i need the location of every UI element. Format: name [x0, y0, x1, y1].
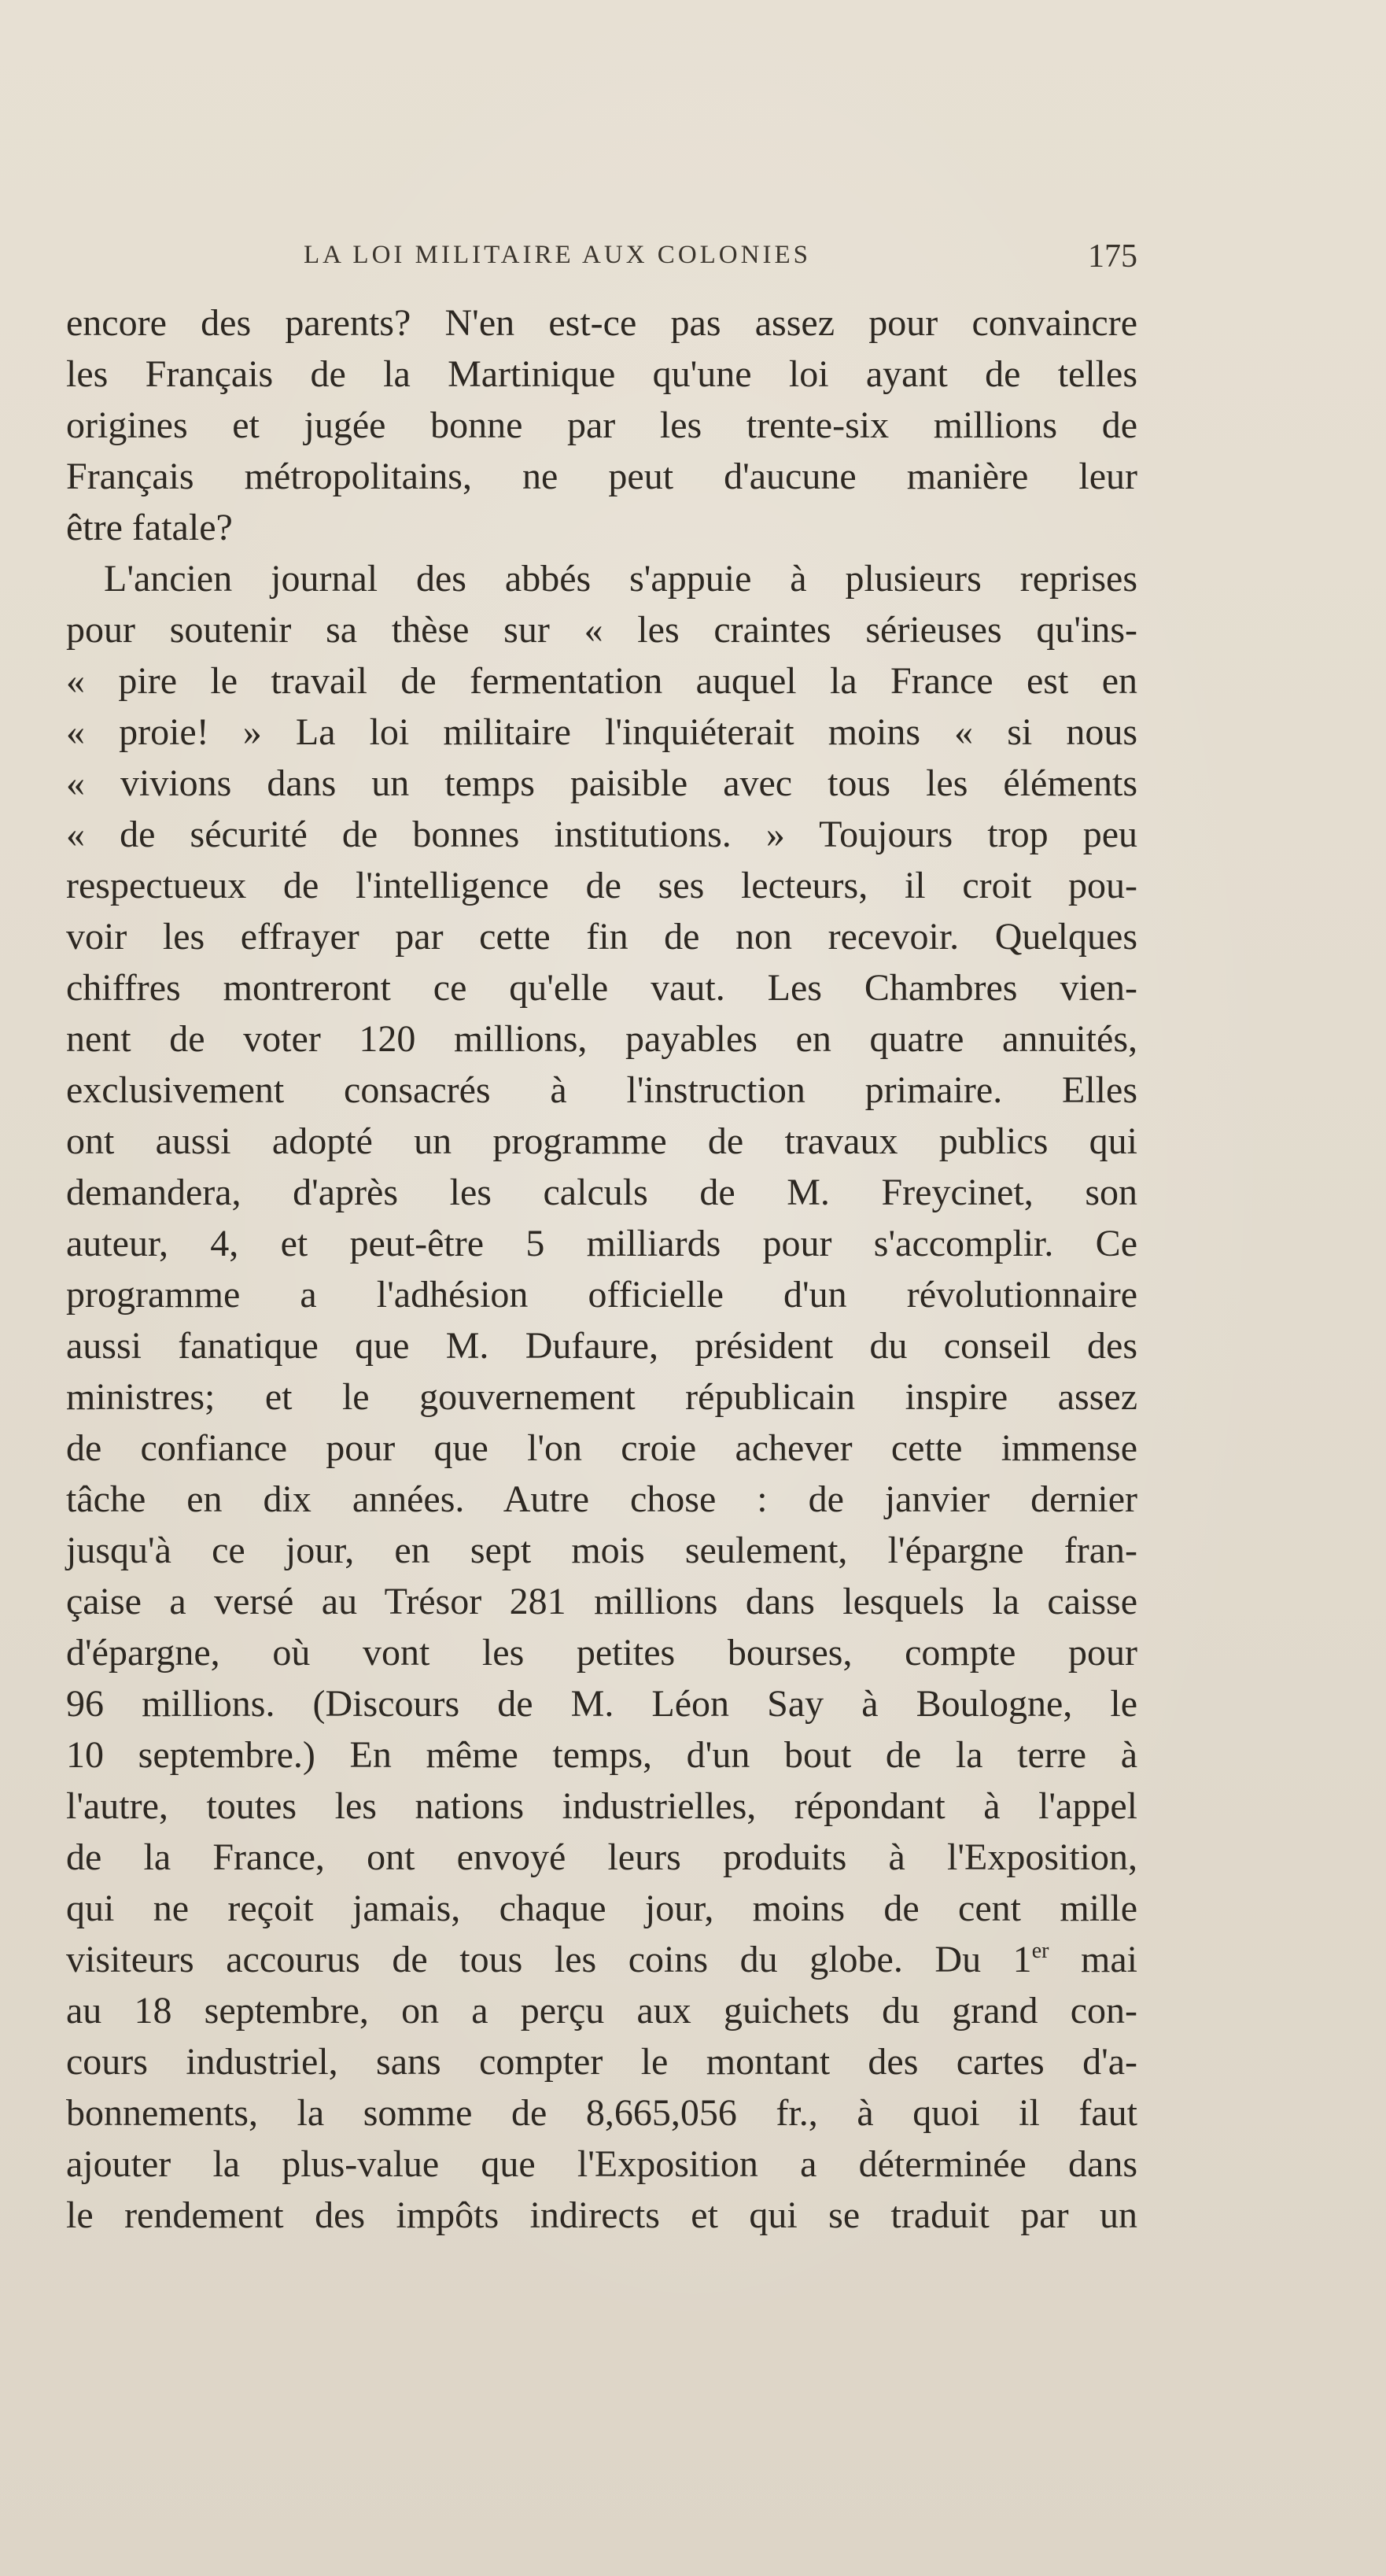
text-line: exclusivement consacrés à l'instruction primaire. Elles — [66, 1069, 1137, 1111]
line-text-before: visiteurs accourus de tous les coins du globe. Du 1 — [66, 1939, 1032, 1980]
text-line: le rendement des impôts indirects et qui se traduit par un — [66, 2194, 1137, 2236]
text-line: de la France, ont envoyé leurs produits à l'Exposition, — [66, 1836, 1137, 1878]
text-line-with-superscript — [66, 1934, 1137, 1985]
ordinal-superscript: er — [1031, 1939, 1049, 1963]
text-line: tâche en dix années. Autre chose : de janvier dernier — [66, 1478, 1137, 1520]
text-line: L'ancien journal des abbés s'appuie à plusieurs reprises — [104, 558, 1137, 600]
text-line: « de sécurité de bonnes institutions. » Toujours trop peu — [66, 814, 1137, 855]
text-line: « pire le travail de fermentation auquel la France est en — [66, 660, 1137, 702]
text-line: au 18 septembre, on a perçu aux guichets du grand con- — [66, 1990, 1137, 2032]
text-line: aussi fanatique que M. Dufaure, président du conseil des — [66, 1325, 1137, 1367]
text-line: origines et jugée bonne par les trente-six millions de — [66, 404, 1137, 446]
text-line: 96 millions. (Discours de M. Léon Say à Boulogne, le — [66, 1683, 1137, 1725]
text-line: demandera, d'après les calculs de M. Freycinet, son — [66, 1172, 1137, 1213]
text-line: Français métropolitains, ne peut d'aucune manière leur — [66, 456, 1137, 497]
text-line: jusqu'à ce jour, en sept mois seulement, l'épargne fran- — [66, 1530, 1137, 1571]
text-line: « vivions dans un temps paisible avec tous les éléments — [66, 762, 1137, 804]
text-line: « proie! » La loi militaire l'inquiéterait moins « si nous — [66, 711, 1137, 753]
text-line: pour soutenir sa thèse sur « les craintes sérieuses qu'ins- — [66, 609, 1137, 651]
body-text — [66, 297, 1137, 2241]
text-line: 10 septembre.) En même temps, d'un bout de la terre à — [66, 1734, 1137, 1776]
running-title: LA LOI MILITAIRE AUX COLONIES — [304, 241, 811, 269]
text-line: çaise a versé au Trésor 281 millions dans lesquels la caisse — [66, 1581, 1137, 1622]
text-line: ajouter la plus-value que l'Exposition a déterminée dans — [66, 2143, 1137, 2185]
text-line: de confiance pour que l'on croie achever cette immense — [66, 1427, 1137, 1469]
text-line: d'épargne, où vont les petites bourses, compte pour — [66, 1632, 1137, 1674]
text-line: être fatale? — [66, 507, 233, 548]
text-line: ont aussi adopté un programme de travaux publics qui — [66, 1120, 1137, 1162]
text-line: qui ne reçoit jamais, chaque jour, moins de cent mille — [66, 1888, 1137, 1929]
text-line: bonnements, la somme de 8,665,056 fr., à quoi il faut — [66, 2092, 1137, 2134]
page-number: 175 — [1088, 238, 1137, 275]
text-line: respectueux de l'intelligence de ses lecteurs, il croit pou- — [66, 865, 1137, 906]
text-line: ministres; et le gouvernement républicain inspire assez — [66, 1376, 1137, 1418]
text-line: programme a l'adhésion officielle d'un révolutionnaire — [66, 1274, 1137, 1316]
running-header — [68, 238, 1137, 279]
line-text-after: mai — [1049, 1939, 1138, 1980]
text-line: l'autre, toutes les nations industrielles, répondant à l'appel — [66, 1785, 1137, 1827]
text-line: voir les effrayer par cette fin de non recevoir. Quelques — [66, 916, 1137, 958]
text-line: auteur, 4, et peut-être 5 milliards pour s'accomplir. Ce — [66, 1223, 1137, 1264]
text-line: cours industriel, sans compter le montant des cartes d'a- — [66, 2041, 1137, 2083]
text-line: encore des parents? N'en est-ce pas assez pour convaincre — [66, 302, 1137, 344]
text-line: nent de voter 120 millions, payables en quatre annuités, — [66, 1018, 1137, 1060]
text-line: les Français de la Martinique qu'une loi ayant de telles — [66, 353, 1137, 395]
text-line: chiffres montreront ce qu'elle vaut. Les Chambres vien- — [66, 967, 1137, 1009]
